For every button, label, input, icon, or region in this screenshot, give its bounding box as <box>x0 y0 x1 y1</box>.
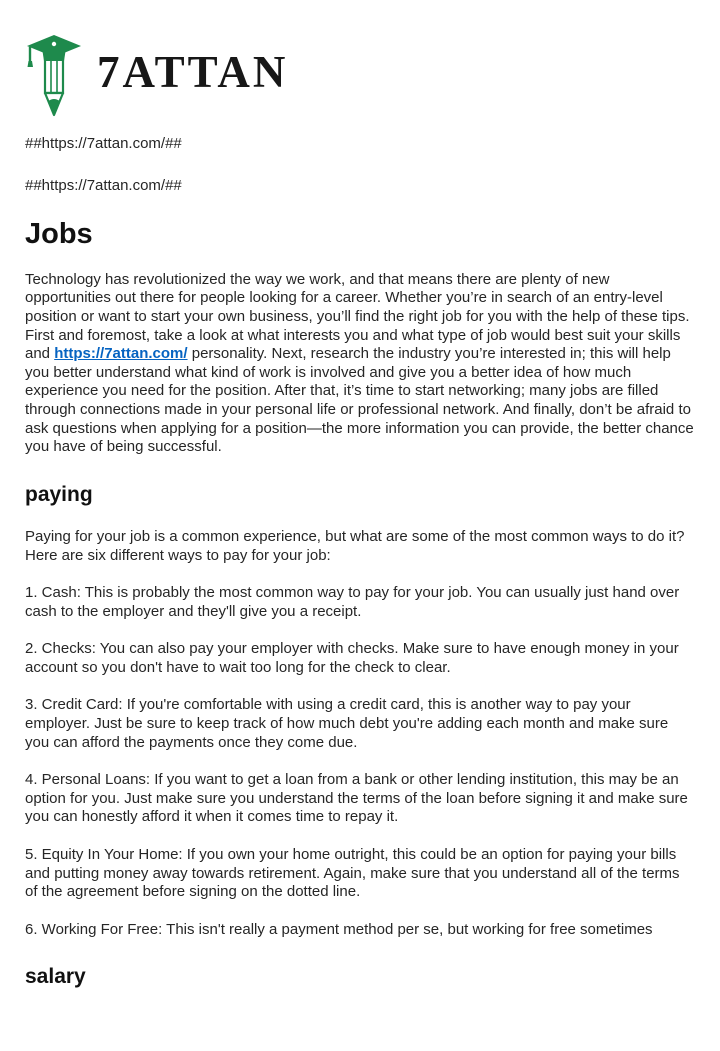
graduation-cap-pencil-icon <box>25 33 83 117</box>
header-url-line-1: ##https://7attan.com/## <box>25 135 182 152</box>
payment-method-item-credit-card: 3. Credit Card: If you're comfortable with using a credit card, this is another way to pay your employer. Just be sure to keep track of how much debt you're adding each month and make sure you can afford the payments once they come due. <box>25 696 669 751</box>
paying-intro-paragraph: Paying for your job is a common experience, but what are some of the most common ways to do it? Here are six different ways to pay for your job: <box>25 527 685 564</box>
jobs-heading: Jobs <box>25 218 93 250</box>
paying-heading: paying <box>25 482 93 506</box>
header-url-line-2: ##https://7attan.com/## <box>25 177 182 194</box>
jobs-paragraph-before-link: Technology has revolutionized the way we work, and that means there are plenty of new opportunities out there for people looking for a career. Whether you’re in search of an entry-level position or want to start your own business, you’ll find the right job for you with the help of these tips. First and foremost, take a look at what interests you and what type of job would best suit your skills and <box>25 270 690 363</box>
payment-method-item-home-equity: 5. Equity In Your Home: If you own your home outright, this could be an option for paying your bills and putting money away towards retirement. Again, make sure that you understand all of the terms of the agreement before signing on the dotted line. <box>25 846 680 901</box>
salary-heading: salary <box>25 965 86 989</box>
jobs-paragraph-after-link: personality. Next, research the industry you’re interested in; this will help you better understand what kind of work is involved and give you a better idea of how much experience you need for the position. After that, it’s time to start networking; many jobs are filled through connections made in your personal life or professional network. And finally, don’t be afraid to ask questions when applying for a position—the more information you can provide, the better chance you have of being successful. <box>25 345 694 456</box>
payment-method-item-working-for-free: 6. Working For Free: This isn't really a payment method per se, but working for free sometimes <box>25 920 653 938</box>
payment-method-item-cash: 1. Cash: This is probably the most common way to pay for your job. You can usually just hand over cash to the employer and they'll give you a receipt. <box>25 584 680 620</box>
brand-name: 7ATTAN <box>97 46 289 97</box>
payment-method-item-personal-loans: 4. Personal Loans: If you want to get a loan from a bank or other lending institution, this may be an option for you. Just make sure you understand the terms of the loan before signing it and make sure you can honestly afford it when it comes time to repay it. <box>25 771 688 826</box>
logo <box>25 33 695 117</box>
jobs-paragraph <box>25 271 695 457</box>
inline-hyperlink[interactable]: https://7attan.com/ <box>54 345 188 363</box>
payment-method-item-checks: 2. Checks: You can also pay your employer with checks. Make sure to have enough money in your account so you don't have to wait too long for the check to clear. <box>25 640 679 676</box>
